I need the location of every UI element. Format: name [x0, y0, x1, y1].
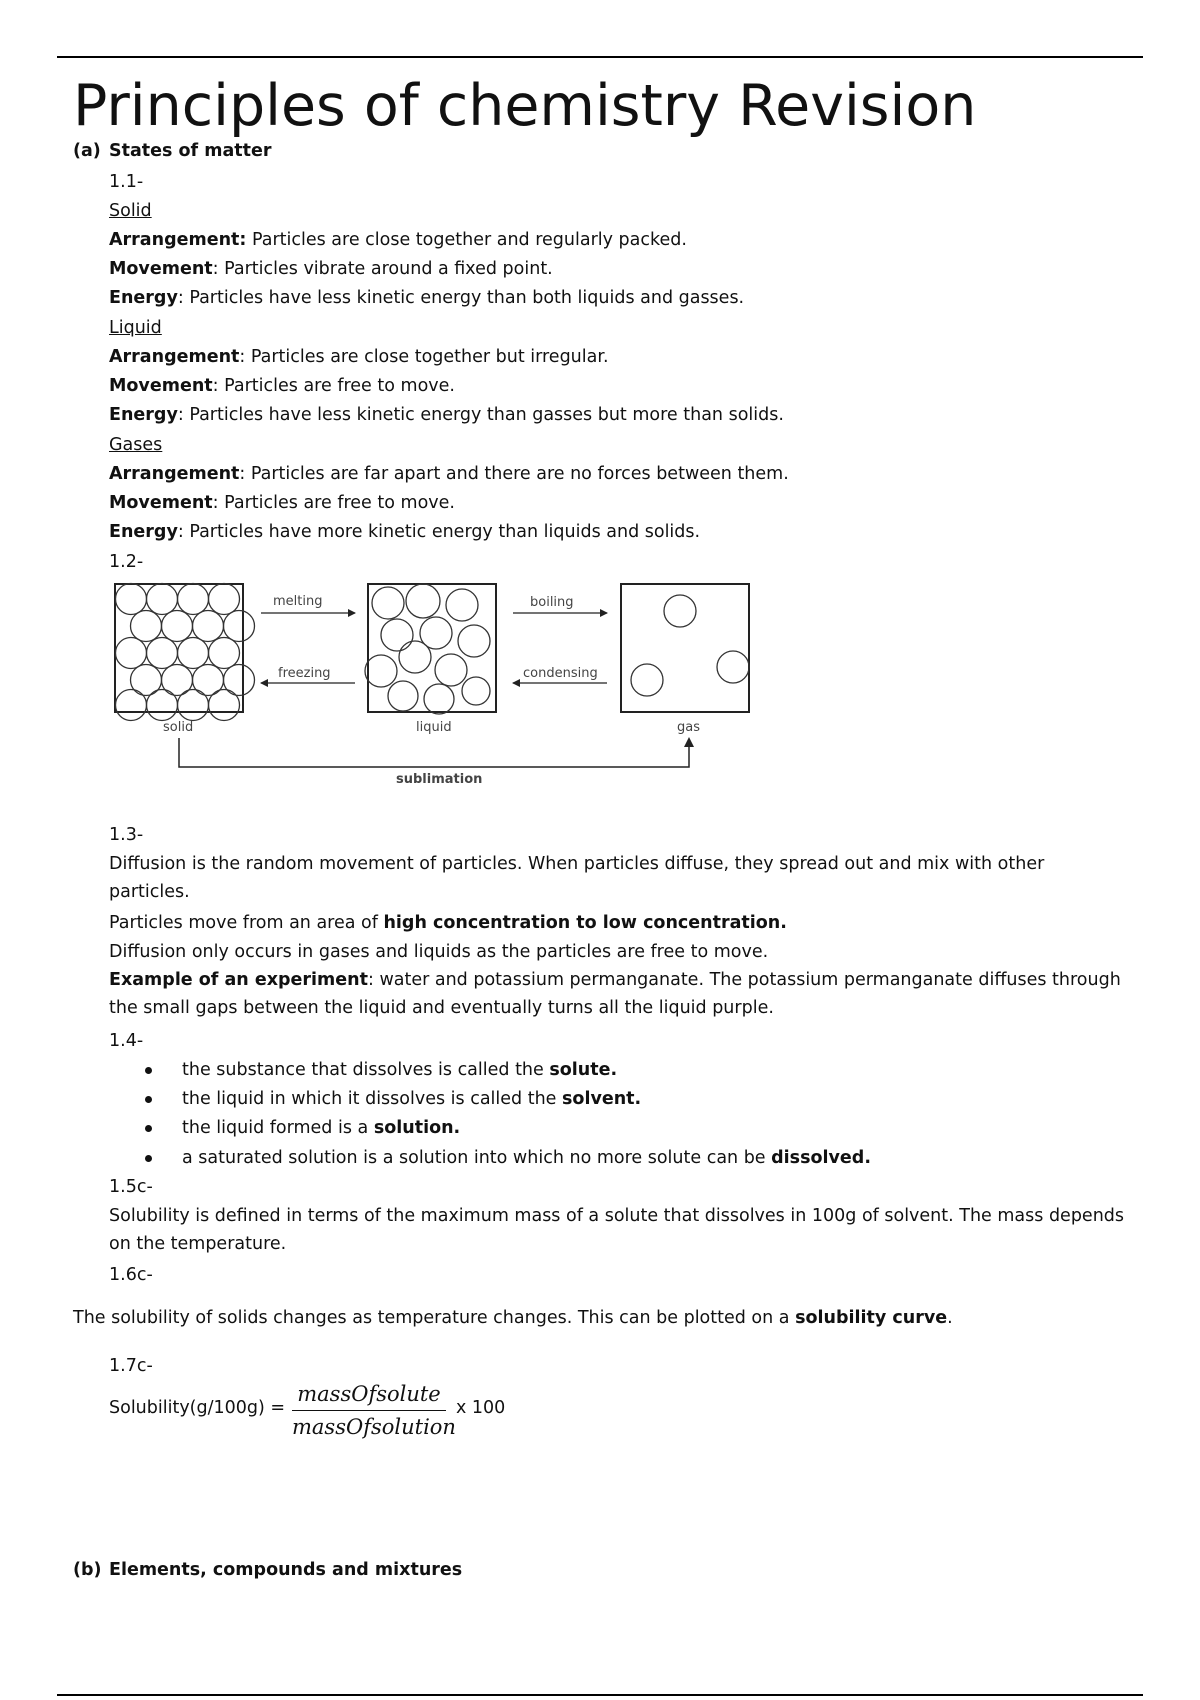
bullet-dot [145, 1125, 152, 1132]
item-1-5c-number: 1.5c- [109, 1177, 153, 1197]
gases-heading: Gases [109, 435, 163, 455]
liquid-energy [109, 403, 784, 427]
diffusion-experiment-label: Example of an experiment [109, 970, 368, 990]
gases-energy [109, 520, 700, 544]
item-1-1-number: 1.1- [109, 172, 144, 192]
gases-movement-label: Movement [109, 493, 213, 513]
item-1-3-number: 1.3- [109, 825, 144, 845]
liquid-energy-text: : Particles have less kinetic energy than gasses but more than solids. [177, 405, 784, 425]
diffusion-experiment-text: : water and potassium permanganate. The potassium permanganate diffuses through the small gaps between the liquid and eventually turns all the liquid purple. [109, 970, 1121, 1018]
solubility-curve-bold: solubility curve [795, 1308, 948, 1328]
solid-heading: Solid [109, 201, 152, 221]
diffusion-occurrence: Diffusion only occurs in gases and liquids as the particles are free to move. [109, 942, 769, 962]
top-rule [57, 56, 1143, 58]
page-title: Principles of chemistry Revision [73, 73, 977, 139]
sublimation-bracket [179, 738, 689, 767]
solid-label: solid [163, 720, 194, 735]
gases-arrangement-text: : Particles are far apart and there are no forces between them. [239, 464, 789, 484]
liquid-box [365, 584, 496, 714]
bullet-dot [145, 1155, 152, 1162]
condensing-label: condensing [523, 666, 598, 681]
diffusion-direction-text: Particles move from an area of [109, 913, 384, 933]
liquid-arrangement-label: Arrangement [109, 347, 240, 367]
sublimation-label: sublimation [396, 772, 483, 787]
bottom-rule [57, 1694, 1143, 1696]
diffusion-experiment [109, 966, 1129, 1022]
liquid-label: liquid [416, 720, 452, 735]
solid-arrangement-label: Arrangement: [109, 230, 247, 250]
solid-energy-text: : Particles have less kinetic energy than both liquids and gasses. [177, 288, 745, 308]
section-b-title: Elements, compounds and mixtures [109, 1560, 463, 1580]
solid-movement-text: : Particles vibrate around a fixed point. [212, 259, 553, 279]
list-item-text: a saturated solution is a solution into which no more solute can be dissolved. [182, 1148, 871, 1168]
item-1-6c-number: 1.6c- [109, 1265, 153, 1285]
solid-movement [109, 257, 553, 281]
sublimation-arrowhead [684, 737, 694, 747]
diffusion-direction [109, 911, 787, 935]
list-item-text: the substance that dissolves is called the solute. [182, 1060, 618, 1080]
item-1-4-number: 1.4- [109, 1031, 144, 1051]
gases-arrangement-label: Arrangement [109, 464, 240, 484]
formula-fraction [292, 1380, 456, 1441]
gases-arrangement [109, 462, 789, 486]
section-a-heading [73, 141, 272, 161]
item-1-7c-number: 1.7c- [109, 1356, 153, 1376]
section-b-heading [73, 1560, 462, 1580]
item-1-2-number: 1.2- [109, 552, 144, 572]
solid-box [115, 584, 255, 721]
states-of-matter-diagram [113, 575, 753, 795]
section-a-title: States of matter [109, 141, 272, 161]
liquid-energy-label: Energy [109, 405, 178, 425]
solid-energy-label: Energy [109, 288, 178, 308]
liquid-arrangement-text: : Particles are close together but irregular. [239, 347, 609, 367]
gas-box [621, 584, 749, 712]
gas-label: gas [677, 720, 700, 735]
liquid-movement-text: : Particles are free to move. [212, 376, 455, 396]
formula-numerator: massOfsolute [297, 1382, 441, 1406]
melting-label: melting [273, 594, 323, 609]
solid-arrangement-text: Particles are close together and regularly packed. [246, 230, 687, 250]
section-a-letter: (a) [73, 141, 101, 161]
formula-lhs: Solubility(g/100g) = [109, 1398, 286, 1418]
list-item-text: the liquid formed is a solution. [182, 1118, 461, 1138]
diffusion-definition: Diffusion is the random movement of particles. When particles diffuse, they spread out and mix with other particles. [109, 854, 1045, 902]
formula-denominator: massOfsolution [292, 1415, 456, 1439]
gases-movement-text: : Particles are free to move. [212, 493, 455, 513]
list-item-text: the liquid in which it dissolves is called the solvent. [182, 1089, 642, 1109]
solid-energy [109, 286, 744, 310]
diffusion-direction-bold: high concentration to low concentration. [383, 913, 787, 933]
bullet-dot [145, 1067, 152, 1074]
liquid-heading: Liquid [109, 318, 162, 338]
boiling-label: boiling [530, 595, 574, 610]
formula-rhs: x 100 [456, 1398, 506, 1418]
liquid-movement [109, 374, 455, 398]
fraction-bar [292, 1410, 446, 1411]
gases-movement [109, 491, 455, 515]
liquid-movement-label: Movement [109, 376, 213, 396]
section-b-letter: (b) [73, 1560, 102, 1580]
freezing-label: freezing [278, 666, 331, 681]
solid-movement-label: Movement [109, 259, 213, 279]
gases-energy-label: Energy [109, 522, 178, 542]
bullet-dot [145, 1096, 152, 1103]
liquid-arrangement [109, 345, 609, 369]
solubility-definition: Solubility is defined in terms of the maximum mass of a solute that dissolves in 100g of solvent. The mass depends on the temperature. [109, 1206, 1125, 1254]
gases-energy-text: : Particles have more kinetic energy than liquids and solids. [177, 522, 701, 542]
solid-arrangement [109, 228, 687, 252]
solubility-curve-text: The solubility of solids changes as temperature changes. This can be plotted on a solubility curve. [73, 1308, 953, 1328]
